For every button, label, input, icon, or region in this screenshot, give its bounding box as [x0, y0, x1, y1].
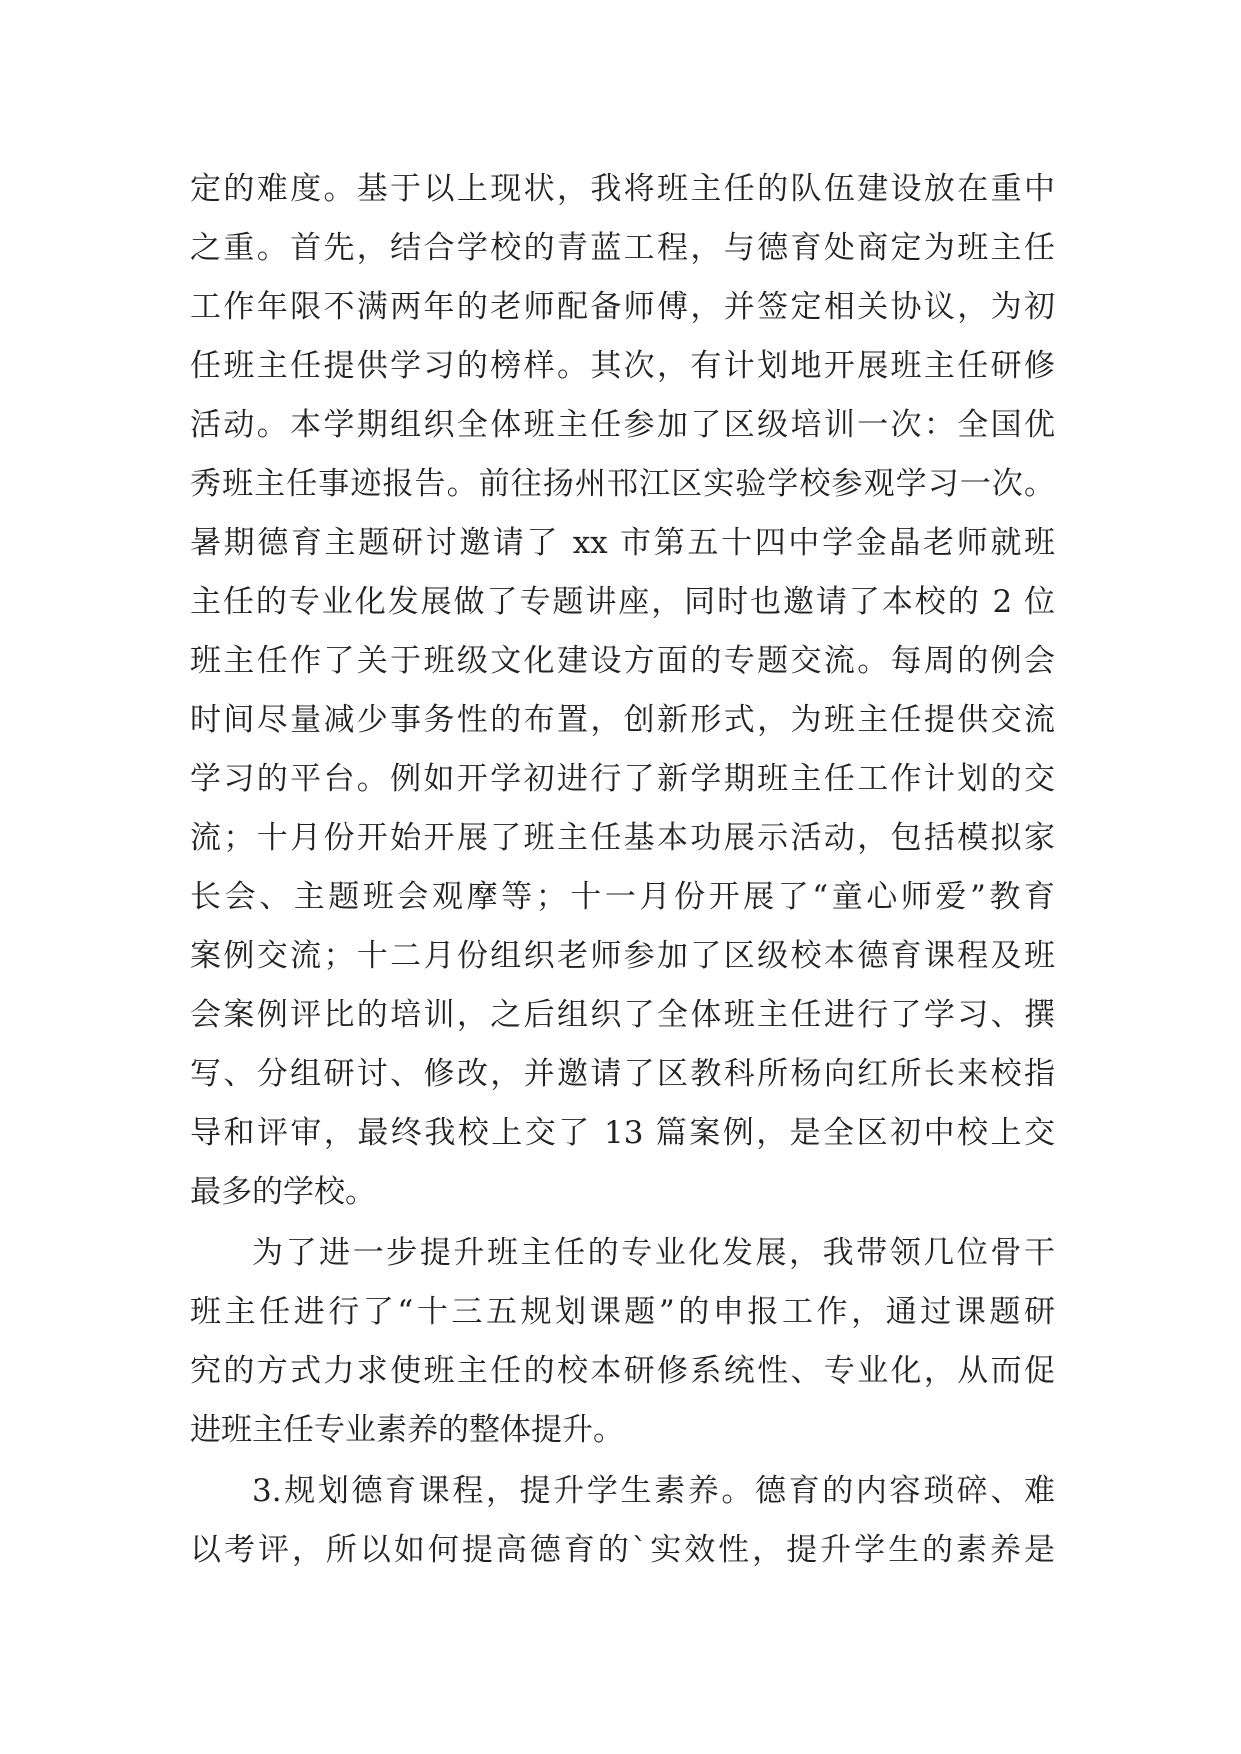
- paragraph-2: [190, 1224, 1055, 1460]
- document-body: [190, 160, 1055, 1580]
- text-line: 班主任进行了“十三五规划课题”的申报工作，通过课题研: [190, 1294, 1055, 1330]
- text-line: 进班主任专业素养的整体提升。: [190, 1412, 624, 1448]
- text-line: 活动。本学期组织全体班主任参加了区级培训一次：全国优: [190, 407, 1055, 443]
- text-line: 任班主任提供学习的榜样。其次，有计划地开展班主任研修: [190, 348, 1055, 384]
- text-line: 班主任作了关于班级文化建设方面的专题交流。每周的例会: [190, 643, 1055, 679]
- text-line: 以考评，所以如何提高德育的`实效性，提升学生的素养是: [190, 1532, 1055, 1568]
- text-line: 究的方式力求使班主任的校本研修系统性、专业化，从而促: [190, 1353, 1055, 1389]
- text-line: 定的难度。基于以上现状，我将班主任的队伍建设放在重中: [190, 171, 1055, 207]
- text-line: 案例交流；十二月份组织老师参加了区级校本德育课程及班: [190, 938, 1055, 974]
- text-line: 主任的专业化发展做了专题讲座，同时也邀请了本校的 2 位: [190, 584, 1055, 620]
- text-line: 时间尽量减少事务性的布置，创新形式，为班主任提供交流: [190, 702, 1055, 738]
- text-line: 秀班主任事迹报告。前往扬州邗江区实验学校参观学习一次。: [190, 466, 1055, 502]
- text-line: 会案例评比的培训，之后组织了全体班主任进行了学习、撰: [190, 997, 1055, 1033]
- text-line: 暑期德育主题研讨邀请了 xx 市第五十四中学金晶老师就班: [190, 525, 1055, 561]
- paragraph-3: [190, 1462, 1055, 1580]
- text-line: 之重。首先，结合学校的青蓝工程，与德育处商定为班主任: [190, 230, 1055, 266]
- text-line: 导和评审，最终我校上交了 13 篇案例，是全区初中校上交: [190, 1115, 1055, 1151]
- text-line: 工作年限不满两年的老师配备师傅，并签定相关协议，为初: [190, 289, 1055, 325]
- text-line: 长会、主题班会观摩等；十一月份开展了“童心师爱”教育: [190, 879, 1055, 915]
- text-line: 最多的学校。: [190, 1174, 376, 1210]
- text-line: 学习的平台。例如开学初进行了新学期班主任工作计划的交: [190, 761, 1055, 797]
- text-line: 为了进一步提升班主任的专业化发展，我带领几位骨干: [252, 1235, 1055, 1271]
- paragraph-1: [190, 160, 1055, 1222]
- text-line: 流；十月份开始开展了班主任基本功展示活动，包括模拟家: [190, 820, 1055, 856]
- text-line: 3.规划德育课程，提升学生素养。德育的内容琐碎、难: [252, 1473, 1055, 1509]
- text-line: 写、分组研讨、修改，并邀请了区教科所杨向红所长来校指: [190, 1056, 1055, 1092]
